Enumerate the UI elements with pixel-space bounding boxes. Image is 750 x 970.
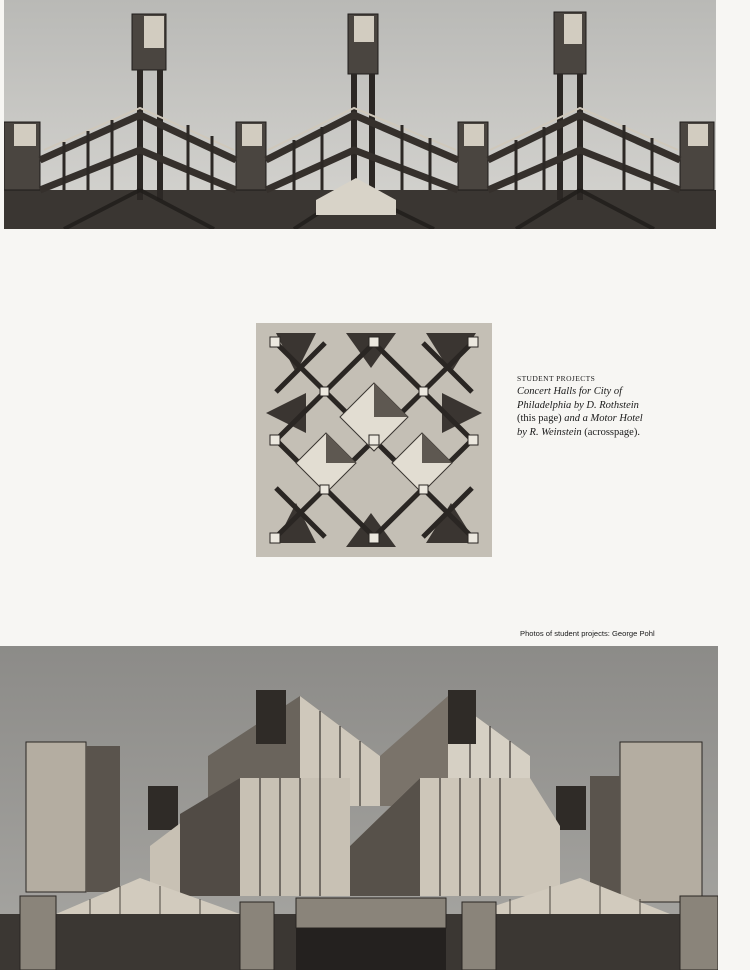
top-model-photo [4, 0, 716, 229]
caption-kicker: STUDENT PROJECTS [517, 374, 596, 383]
caption-line-4: by R. Weinstein (acrosspage). [517, 426, 640, 438]
caption-line-1: Concert Halls for City of [517, 386, 622, 397]
bottom-model-photo [0, 646, 718, 970]
photo-caption [517, 373, 677, 439]
caption-line-3: (this page) and a Motor Hotel [517, 413, 643, 425]
photo-credit: Photos of student projects: George Pohl [520, 629, 655, 638]
plan-view-photo [256, 323, 492, 557]
caption-line-2: Philadelphia by D. Rothstein [517, 399, 639, 411]
